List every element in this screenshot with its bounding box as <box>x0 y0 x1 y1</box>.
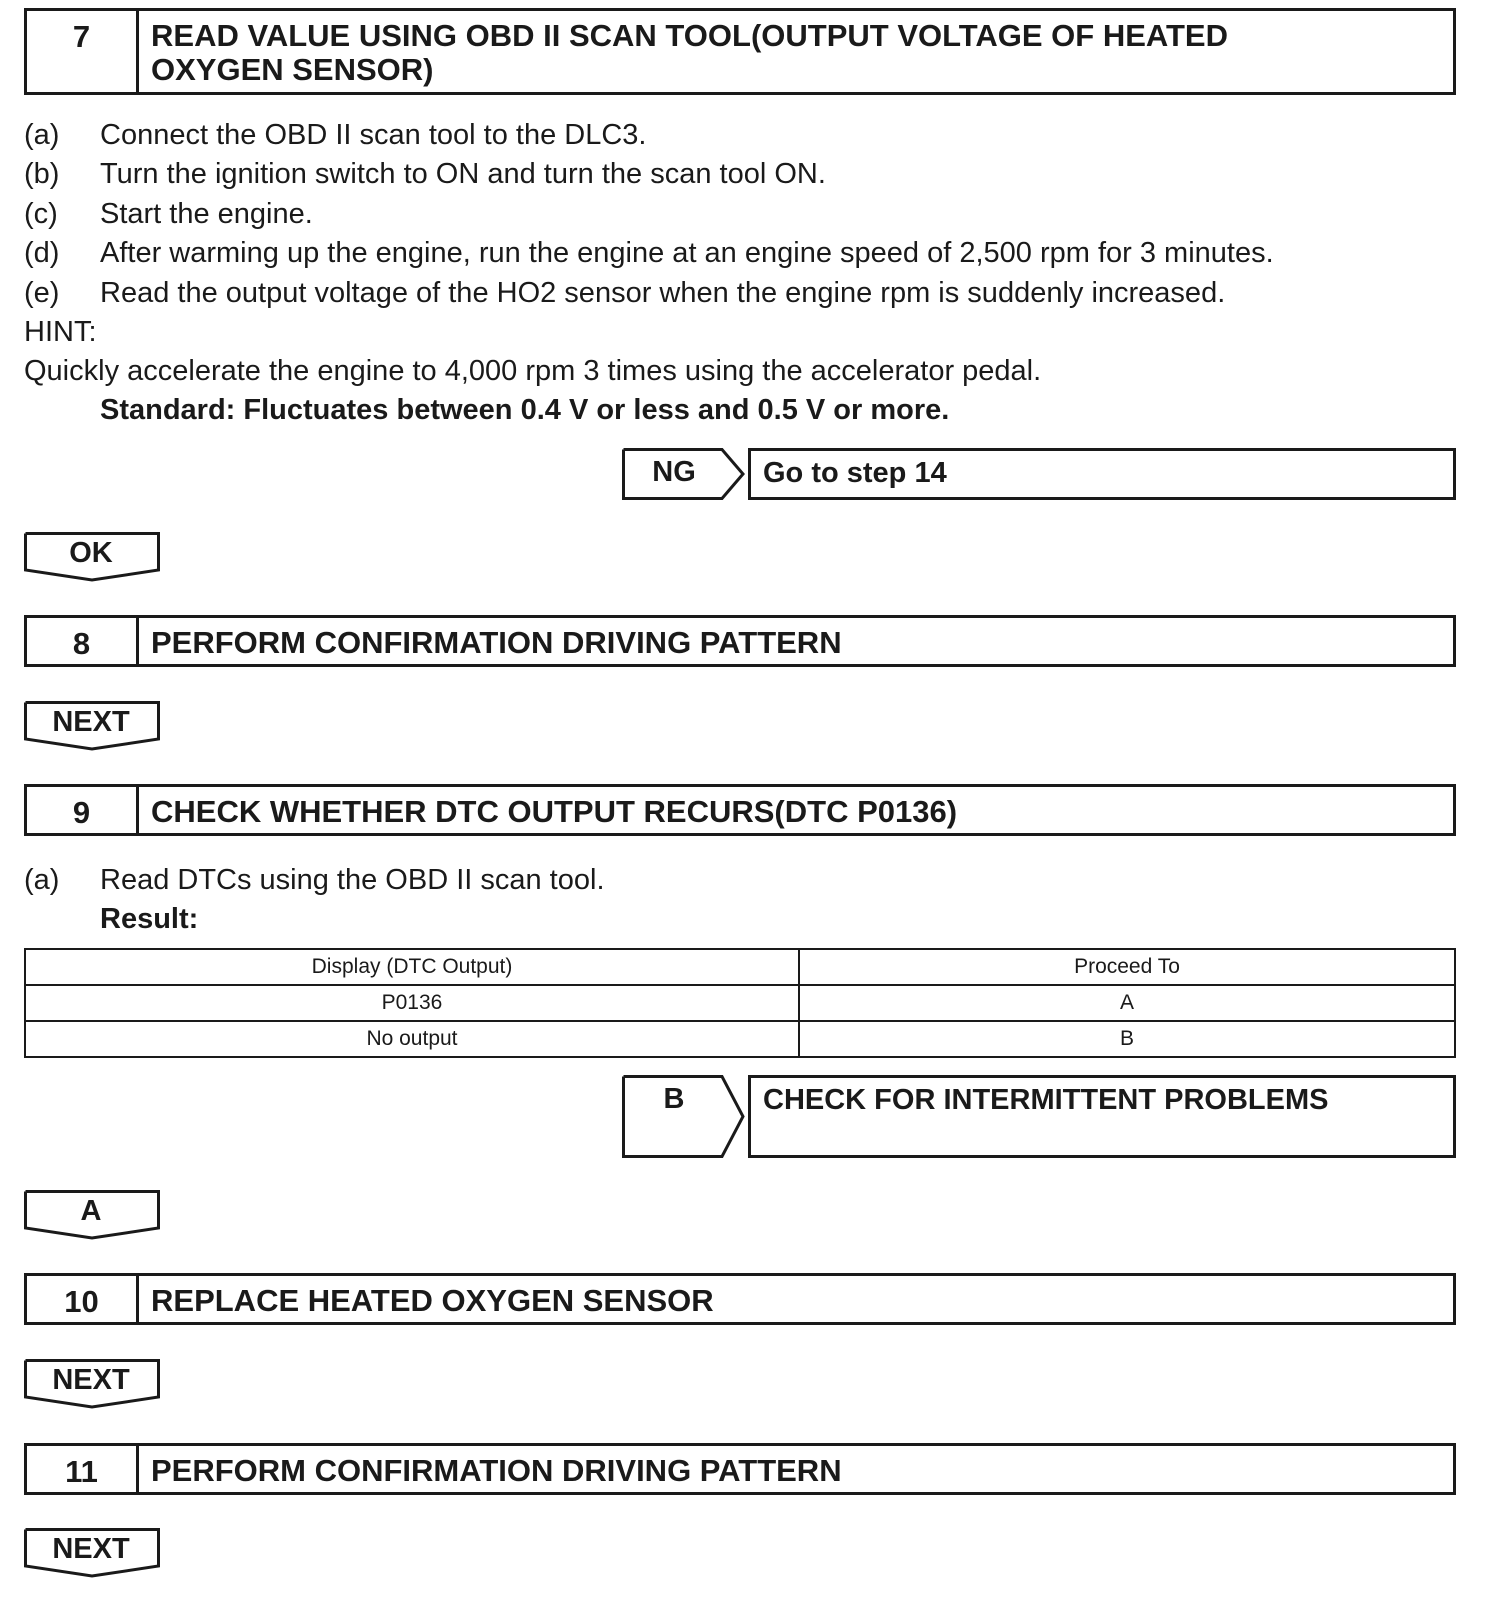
table-cell: No output <box>25 1021 799 1057</box>
item-text: Read DTCs using the OBD II scan tool. <box>100 864 605 896</box>
item-text: Connect the OBD II scan tool to the DLC3. <box>100 119 647 151</box>
item-label: (d) <box>24 237 60 269</box>
step-7-header <box>24 8 1456 95</box>
table-cell: P0136 <box>25 985 799 1021</box>
hint-label: HINT: <box>24 316 97 348</box>
step-title: READ VALUE USING OBD II SCAN TOOL(OUTPUT VOLTAGE OF HEATED OXYGEN SENSOR) <box>151 18 1228 87</box>
step-9-header <box>24 784 1456 836</box>
step-8-header <box>24 615 1456 667</box>
step-number: 9 <box>27 787 139 833</box>
step-title: REPLACE HEATED OXYGEN SENSOR <box>151 1283 714 1318</box>
item-label: (a) <box>24 864 60 896</box>
b-target-box <box>748 1075 1456 1158</box>
step-number: 10 <box>27 1276 139 1322</box>
next-label: NEXT <box>52 1533 130 1565</box>
table-cell: A <box>799 985 1455 1021</box>
item-label: (c) <box>24 198 58 230</box>
next-label: NEXT <box>52 706 130 738</box>
item-label: (e) <box>24 277 60 309</box>
item-text: Read the output voltage of the HO2 sensor when the engine rpm is suddenly increased. <box>100 277 1226 309</box>
ng-label: NG <box>652 456 696 488</box>
step-number: 11 <box>27 1446 139 1492</box>
table-header-cell: Proceed To <box>799 949 1455 985</box>
a-label: A <box>80 1195 102 1227</box>
table-row <box>25 985 1455 1021</box>
item-text: Start the engine. <box>100 198 313 230</box>
ok-label: OK <box>69 537 113 569</box>
step-number: 7 <box>27 11 139 92</box>
hint-text: Quickly accelerate the engine to 4,000 rpm 3 times using the accelerator pedal. <box>24 355 1042 387</box>
item-label: (b) <box>24 158 60 190</box>
item-text: Turn the ignition switch to ON and turn the scan tool ON. <box>100 158 826 190</box>
next-flow-tag <box>24 701 160 751</box>
step-title: PERFORM CONFIRMATION DRIVING PATTERN <box>151 1453 842 1488</box>
result-table <box>24 948 1456 1058</box>
result-label: Result: <box>100 903 199 935</box>
step-number: 8 <box>27 618 139 664</box>
table-row <box>25 1021 1455 1057</box>
ng-branch-tag <box>622 448 746 500</box>
ng-target-text: Go to step 14 <box>763 457 947 489</box>
next-flow-tag <box>24 1528 160 1578</box>
next-flow-tag <box>24 1359 160 1409</box>
a-flow-tag <box>24 1190 160 1240</box>
item-label: (a) <box>24 119 60 151</box>
next-label: NEXT <box>52 1364 130 1396</box>
table-header-row <box>25 949 1455 985</box>
ok-flow-tag <box>24 532 160 582</box>
step-title: PERFORM CONFIRMATION DRIVING PATTERN <box>151 625 842 660</box>
step-11-header <box>24 1443 1456 1495</box>
step-10-header <box>24 1273 1456 1325</box>
step-title: CHECK WHETHER DTC OUTPUT RECURS(DTC P0136) <box>151 794 958 829</box>
item-text: After warming up the engine, run the engine at an engine speed of 2,500 rpm for 3 minutes. <box>100 237 1274 269</box>
b-branch-tag <box>622 1075 746 1158</box>
ng-target-box <box>748 448 1456 500</box>
standard-text: Standard: Fluctuates between 0.4 V or less and 0.5 V or more. <box>100 394 950 426</box>
b-target-text: CHECK FOR INTERMITTENT PROBLEMS <box>763 1084 1329 1116</box>
table-header-cell: Display (DTC Output) <box>25 949 799 985</box>
table-cell: B <box>799 1021 1455 1057</box>
b-label: B <box>663 1083 685 1115</box>
